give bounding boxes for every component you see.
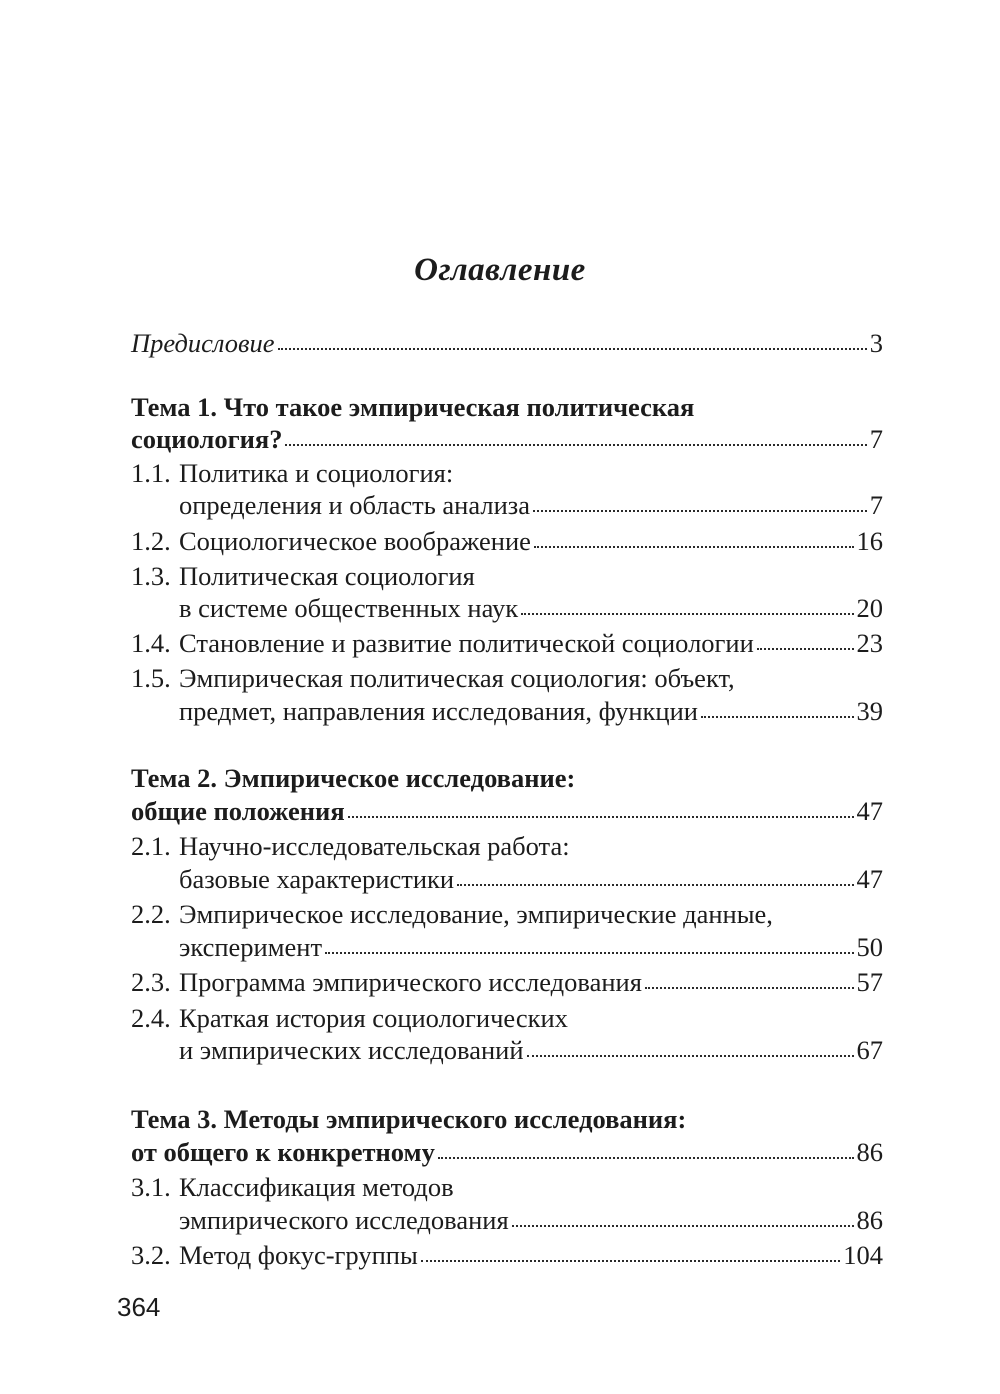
toc-entry-3-1[interactable] xyxy=(131,1172,883,1206)
entry-number: 1.4. xyxy=(131,628,171,658)
toc-entry-2-3[interactable] xyxy=(131,967,883,1001)
dot-leader xyxy=(438,1157,854,1159)
entry-number: 2.1. xyxy=(131,831,171,861)
entry-number: 2.3. xyxy=(131,967,171,997)
toc-topic-2-line1[interactable] xyxy=(131,763,883,797)
toc-entry-1-4[interactable] xyxy=(131,628,883,662)
dot-leader xyxy=(285,444,866,446)
entry-title: Предисловие xyxy=(131,328,275,358)
entry-number: 1.2. xyxy=(131,526,171,556)
toc-entry-2-1-cont[interactable] xyxy=(131,864,883,898)
entry-title-cont: предмет, направления исследования, функции xyxy=(179,696,698,726)
toc-entry-2-2-cont[interactable] xyxy=(131,932,883,966)
entry-page: 57 xyxy=(856,967,883,997)
toc-entry-1-1[interactable] xyxy=(131,458,883,492)
entry-number: 2.4. xyxy=(131,1003,171,1033)
dot-leader xyxy=(534,546,854,548)
entry-title-cont: определения и область анализа xyxy=(179,490,530,520)
entry-page: 23 xyxy=(856,628,883,658)
entry-page: 50 xyxy=(856,932,883,962)
entry-title-cont: и эмпирических исследований xyxy=(179,1035,524,1065)
entry-title: Эмпирическое исследование, эмпирические данные, xyxy=(179,899,773,929)
entry-page: 86 xyxy=(856,1205,883,1235)
topic-title: Тема 2. Эмпирическое исследование: xyxy=(131,763,576,793)
dot-leader xyxy=(457,884,853,886)
topic-title-cont: общие положения xyxy=(131,796,345,826)
toc-entry-1-1-cont[interactable] xyxy=(131,490,883,524)
dot-leader xyxy=(521,613,853,615)
entry-title: Программа эмпирического исследования xyxy=(179,967,642,997)
dot-leader xyxy=(512,1225,854,1227)
entry-number: 1.1. xyxy=(131,458,171,488)
dot-leader xyxy=(421,1260,841,1262)
toc-entry-2-4[interactable] xyxy=(131,1003,883,1037)
dot-leader xyxy=(533,510,867,512)
toc-topic-1-line2[interactable] xyxy=(131,424,883,458)
entry-page: 20 xyxy=(856,593,883,623)
entry-page: 67 xyxy=(856,1035,883,1065)
entry-title: Социологическое воображение xyxy=(179,526,531,556)
entry-title: Классификация методов xyxy=(179,1172,454,1202)
toc-entry-2-2[interactable] xyxy=(131,899,883,933)
topic-title-cont: от общего к конкретному xyxy=(131,1137,435,1167)
entry-title-cont: базовые характеристики xyxy=(179,864,455,894)
dot-leader xyxy=(757,648,854,650)
topic-title-cont: социология? xyxy=(131,424,283,454)
entry-page: 39 xyxy=(856,696,883,726)
dot-leader xyxy=(325,952,853,954)
entry-number: 2.2. xyxy=(131,899,171,929)
topic-title: Тема 1. Что такое эмпирическая политическая xyxy=(131,392,695,422)
toc-topic-2-line2[interactable] xyxy=(131,796,883,830)
dot-leader xyxy=(278,348,867,350)
toc-entry-2-4-cont[interactable] xyxy=(131,1035,883,1069)
entry-number: 3.1. xyxy=(131,1172,171,1202)
dot-leader xyxy=(348,816,854,818)
entry-page: 104 xyxy=(843,1240,883,1270)
entry-page: 7 xyxy=(869,424,883,454)
page-number: 364 xyxy=(117,1292,161,1322)
entry-title: Политическая социология xyxy=(179,561,475,591)
entry-title-cont: эксперимент xyxy=(179,932,323,962)
toc-heading: Оглавление xyxy=(414,252,586,288)
entry-page: 3 xyxy=(869,328,883,358)
toc-entry-1-3[interactable] xyxy=(131,561,883,595)
toc-entry-2-1[interactable] xyxy=(131,831,883,865)
entry-title: Научно-исследовательская работа: xyxy=(179,831,570,861)
entry-number: 1.5. xyxy=(131,663,171,693)
toc-entry-1-5[interactable] xyxy=(131,663,883,697)
entry-title: Политика и социология: xyxy=(179,458,454,488)
toc-entry-1-3-cont[interactable] xyxy=(131,593,883,627)
entry-title-cont: в системе общественных наук xyxy=(179,593,519,623)
toc-entry-1-2[interactable] xyxy=(131,526,883,560)
entry-page: 16 xyxy=(856,526,883,556)
entry-title-cont: эмпирического исследования xyxy=(179,1205,509,1235)
dot-leader xyxy=(645,987,854,989)
entry-title: Эмпирическая политическая социология: объект, xyxy=(179,663,735,693)
toc-entry-3-1-cont[interactable] xyxy=(131,1205,883,1239)
entry-page: 47 xyxy=(856,796,883,826)
toc-entry-preface[interactable] xyxy=(131,328,883,362)
dot-leader xyxy=(527,1055,854,1057)
entry-page: 7 xyxy=(869,490,883,520)
entry-title: Краткая история социологических xyxy=(179,1003,568,1033)
entry-page: 86 xyxy=(856,1137,883,1167)
topic-title: Тема 3. Методы эмпирического исследования: xyxy=(131,1104,687,1134)
entry-page: 47 xyxy=(856,864,883,894)
toc-topic-3-line1[interactable] xyxy=(131,1104,883,1138)
toc-entry-1-5-cont[interactable] xyxy=(131,696,883,730)
toc-topic-1-line1[interactable] xyxy=(131,392,883,426)
entry-number: 1.3. xyxy=(131,561,171,591)
toc-entry-3-2[interactable] xyxy=(131,1240,883,1274)
toc-topic-3-line2[interactable] xyxy=(131,1137,883,1171)
entry-title: Становление и развитие политической социологии xyxy=(179,628,754,658)
entry-title: Метод фокус-группы xyxy=(179,1240,418,1270)
entry-number: 3.2. xyxy=(131,1240,171,1270)
dot-leader xyxy=(701,716,854,718)
